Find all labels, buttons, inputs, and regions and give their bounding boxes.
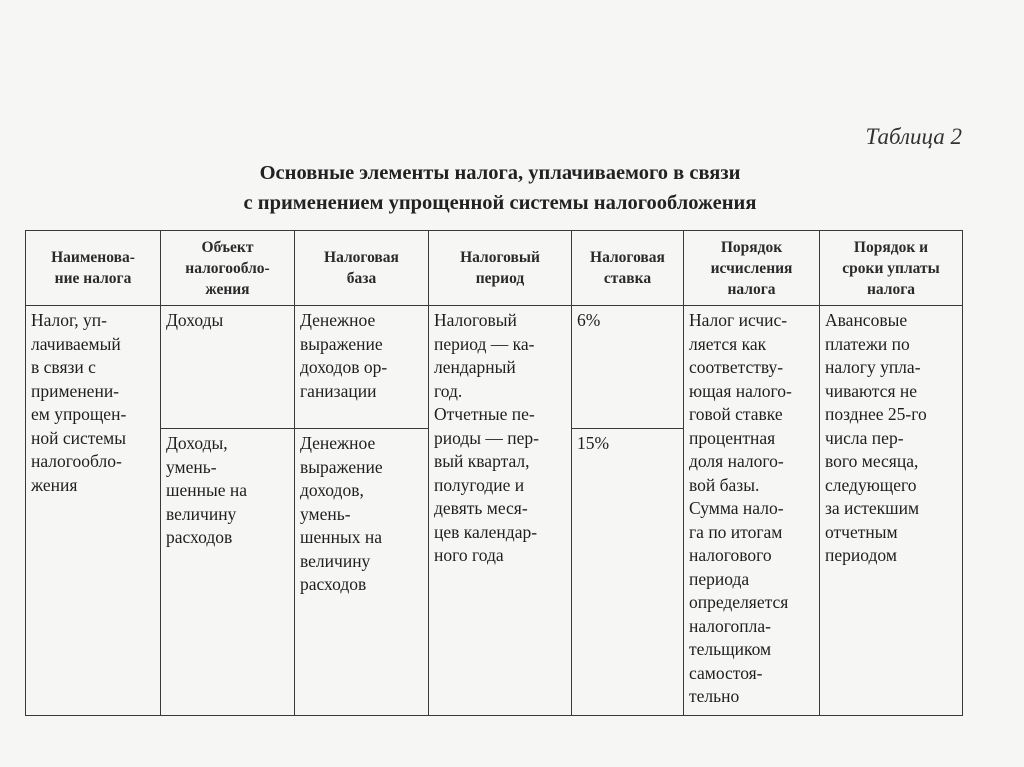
table-row [26, 306, 963, 429]
rate-cell-1: 6% [572, 306, 684, 429]
header-tax-name: Наименова- ние налога [26, 231, 161, 306]
title-line-2: с применением упрощенной системы налогообложения [243, 192, 757, 214]
header-row [26, 231, 963, 306]
tax-elements-table [25, 230, 963, 716]
payment-cell: Авансовые платежи по налогу упла- чиваются не позднее 25-го числа пер- вого месяца, следующего за истекшим отчетным периодом [820, 306, 963, 716]
period-cell: Налоговый период — ка- лендарный год. Отчетные пе- риоды — пер- вый квартал, полугодие и девять меся- цев календар- ного года [429, 306, 572, 716]
base-cell-2: Денежное выражение доходов, умень- шенных на величину расходов [295, 429, 429, 716]
header-tax-object: Объект налогообло- жения [161, 231, 295, 306]
header-tax-period: Налоговый период [429, 231, 572, 306]
header-tax-rate: Налоговая ставка [572, 231, 684, 306]
rate-cell-2: 15% [572, 429, 684, 716]
calculation-cell: Налог исчис- ляется как соответству- ющая налого- говой ставке процентная доля налого- вой базы. Сумма нало- га по итогам налогового периода определяется налогопла- тельщиком самостоя- тельно [684, 306, 820, 716]
base-cell-1: Денежное выражение доходов ор- ганизации [295, 306, 429, 429]
table-number-label: Таблица 2 [865, 124, 962, 149]
header-payment: Порядок и сроки уплаты налога [820, 231, 963, 306]
tax-name-cell: Налог, уп- лачиваемый в связи с применени- ем упрощен- ной системы налогообло- жения [26, 306, 161, 716]
title-line-1: Основные элементы налога, уплачиваемого в связи [259, 162, 741, 184]
object-cell-2: Доходы, умень- шенные на величину расходов [161, 429, 295, 716]
header-calculation: Порядок исчисления налога [684, 231, 820, 306]
object-cell-1: Доходы [161, 306, 295, 429]
header-tax-base: Налоговая база [295, 231, 429, 306]
table-title [0, 158, 1000, 218]
